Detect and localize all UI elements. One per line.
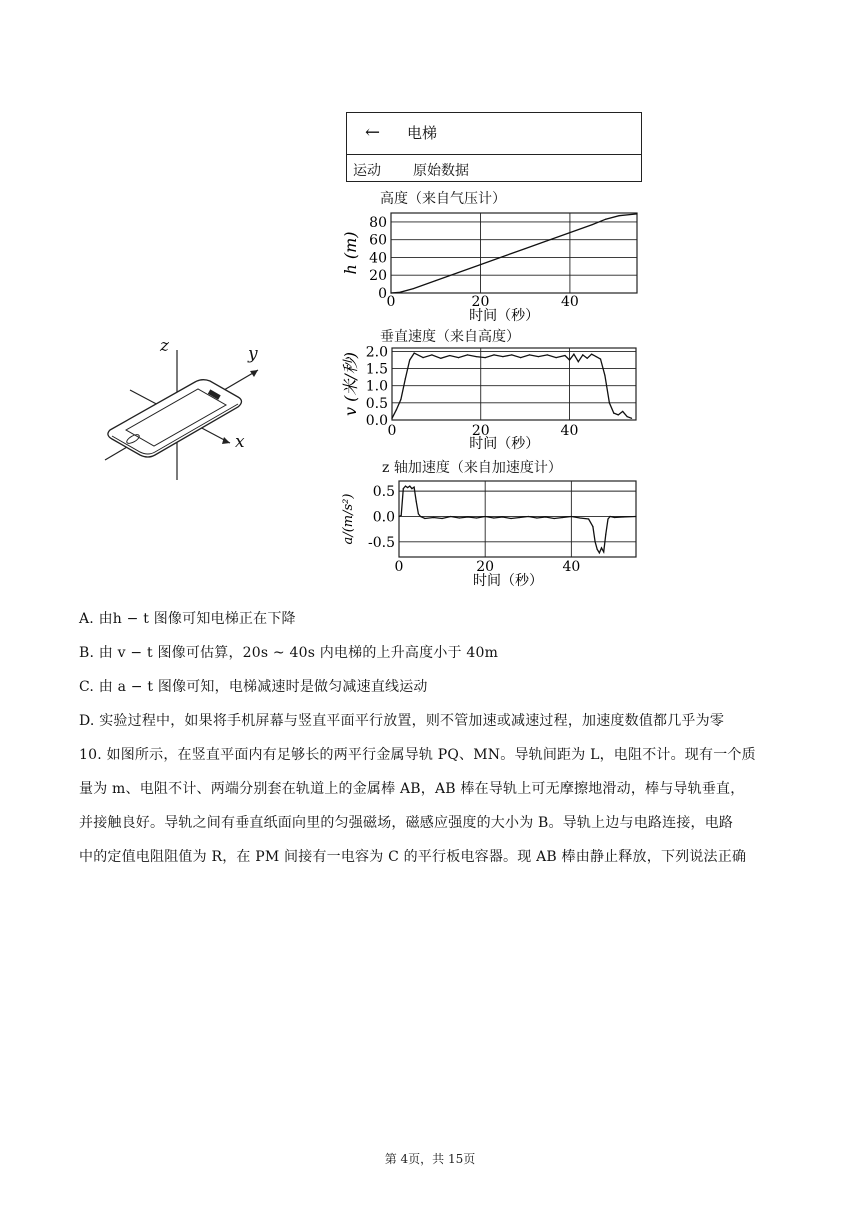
data-point (450, 516, 451, 517)
y-tick-label: 0 (378, 286, 387, 302)
data-point (391, 418, 392, 419)
data-point (398, 516, 399, 517)
data-point (622, 411, 623, 412)
data-point (601, 547, 602, 548)
data-point (433, 517, 434, 518)
data-point (591, 354, 592, 355)
data-point (529, 354, 530, 355)
option-c: C. 由 a − t 图像可知，电梯减速时是做匀减速直线运动 (79, 679, 428, 695)
data-point (569, 232, 570, 233)
y-tick-label: 1.0 (365, 378, 388, 395)
mode-label: 运动 (353, 163, 381, 179)
x-tick-label: 0 (387, 423, 397, 439)
height-chart (336, 205, 646, 330)
data-point (613, 413, 614, 414)
data-point (605, 219, 606, 220)
data-point (459, 517, 460, 518)
data-point (401, 515, 402, 516)
data-point (525, 248, 526, 249)
data-point (579, 517, 580, 518)
x-tick-label: 40 (560, 423, 579, 439)
raw-data-label: 原始数据 (413, 163, 469, 179)
series-line (391, 214, 637, 293)
data-point (600, 358, 601, 359)
data-point (502, 356, 503, 357)
x-tick-label: 0 (386, 294, 396, 310)
data-point (554, 518, 555, 519)
y-tick-label: 0.5 (365, 395, 388, 412)
y-tick-label: 0.0 (372, 509, 395, 526)
data-point (467, 354, 468, 355)
y-tick-label: 2.0 (365, 344, 388, 361)
data-point (582, 354, 583, 355)
accel-chart-title: z 轴加速度（来自加速度计） (382, 460, 562, 476)
y-tick-label: 0.5 (372, 484, 395, 501)
data-point (556, 357, 557, 358)
data-point (604, 375, 605, 376)
data-point (614, 517, 615, 518)
question10-line1: 10. 如图所示，在竖直平面内有足够长的两平行金属导轨 PQ、MN。导轨间距为 L，电阻不计。现有一个质 (79, 747, 756, 763)
x-tick-label: 0 (394, 559, 404, 575)
data-point (635, 516, 636, 517)
speed-chart (336, 340, 646, 455)
data-point (547, 354, 548, 355)
x-axis-label: 时间（秒） (473, 573, 544, 589)
x-axis-label: 时间（秒） (469, 308, 540, 324)
data-point (396, 409, 397, 410)
data-point (416, 501, 417, 502)
data-point (422, 357, 423, 358)
x-tick-label: 20 (471, 294, 490, 310)
x-tick-label: 20 (476, 559, 495, 575)
data-point (528, 516, 529, 517)
data-point (605, 534, 606, 535)
x-axis-label: 时间（秒） (469, 436, 540, 452)
data-point (400, 399, 401, 400)
accel-chart (336, 473, 646, 591)
data-point (636, 213, 637, 214)
data-point (627, 416, 628, 417)
data-point (595, 356, 596, 357)
axis-x-label: x (235, 432, 245, 452)
data-point (409, 485, 410, 486)
data-point (413, 288, 414, 289)
data-point (424, 518, 425, 519)
data-point (594, 541, 595, 542)
data-point (536, 517, 537, 518)
app-title: 电梯 (407, 124, 438, 142)
data-point (403, 488, 404, 489)
data-point (441, 518, 442, 519)
phone-axes-diagram (100, 335, 270, 485)
option-b: B. 由 v − t 图像可估算，20s ~ 40s 内电梯的上升高度小于 40m (79, 645, 499, 661)
option-a: A. 由h − t 图像可知电梯正在下降 (79, 611, 296, 627)
data-point (413, 486, 414, 487)
series-line (399, 486, 636, 553)
x-tick-label: 40 (562, 559, 581, 575)
data-point (420, 516, 421, 517)
app-title-bar (347, 113, 641, 155)
data-point (476, 517, 477, 518)
data-point (618, 414, 619, 415)
data-point (405, 485, 406, 486)
data-point (592, 526, 593, 527)
data-point (493, 354, 494, 355)
data-point (476, 356, 477, 357)
app-header (346, 112, 642, 182)
data-point (457, 272, 458, 273)
y-axis-label: v (米/秒) (341, 351, 360, 417)
data-point (609, 402, 610, 403)
data-point (619, 215, 620, 216)
data-point (562, 517, 563, 518)
data-point (569, 359, 570, 360)
y-tick-label: 1.5 (365, 361, 388, 378)
data-point (493, 517, 494, 518)
page-footer: 第 4页，共 15页 (384, 1152, 476, 1166)
x-tick-label: 20 (471, 423, 490, 439)
axis-y-label: y (248, 344, 258, 364)
x-tick-label: 40 (560, 294, 579, 310)
plot-frame (399, 481, 636, 557)
data-point (510, 518, 511, 519)
data-point (449, 355, 450, 356)
speed-chart-title: 垂直速度（来自高度） (380, 329, 520, 345)
data-point (409, 359, 410, 360)
back-arrow-icon[interactable]: ← (365, 122, 381, 143)
data-point (405, 378, 406, 379)
y-tick-label: 20 (369, 268, 387, 285)
data-point (411, 488, 412, 489)
data-point (587, 358, 588, 359)
data-point (485, 357, 486, 358)
data-point (578, 361, 579, 362)
y-tick-label: 80 (369, 214, 387, 231)
data-point (588, 518, 589, 519)
data-point (390, 292, 391, 293)
y-tick-label: 0.0 (365, 413, 388, 429)
data-point (520, 357, 521, 358)
data-point (458, 357, 459, 358)
data-point (610, 516, 611, 517)
data-point (545, 516, 546, 517)
data-point (573, 354, 574, 355)
option-d: D. 实验过程中，如果将手机屏幕与竖直平面平行放置，则不管加速或减速过程，加速度数值都几乎为零 (79, 713, 725, 729)
question10-line2: 量为 m、电阻不计、两端分别套在轨道上的金属棒 AB，AB 棒在导轨上可无摩擦地滑动，棒与导轨垂直， (79, 781, 745, 797)
data-point (538, 356, 539, 357)
question10-line3: 并接触良好。导轨之间有垂直纸面向里的匀强磁场，磁感应强度的大小为 B。导轨上边与电路连接，电路 (79, 815, 734, 831)
data-point (407, 487, 408, 488)
data-point (431, 354, 432, 355)
data-point (467, 516, 468, 517)
data-point (440, 358, 441, 359)
y-tick-label: -0.5 (368, 534, 395, 551)
data-point (622, 516, 623, 517)
data-point (547, 240, 548, 241)
data-point (592, 224, 593, 225)
question10-line4: 中的定值电阻阻值为 R，在 PM 间接有一电容为 C 的平行板电容器。现 AB 棒由静止释放，下列说法正确 (79, 849, 747, 865)
y-tick-label: 40 (369, 250, 387, 267)
y-axis-label: a/(m/s²) (341, 493, 356, 545)
y-tick-label: 60 (369, 232, 387, 249)
data-point (511, 354, 512, 355)
data-point (597, 549, 598, 550)
data-point (502, 256, 503, 257)
data-point (399, 292, 400, 293)
data-point (418, 513, 419, 514)
data-point (485, 516, 486, 517)
data-point (564, 355, 565, 356)
y-axis-label: h (m) (341, 231, 360, 275)
data-point (603, 551, 604, 552)
data-point (607, 518, 608, 519)
data-point (502, 516, 503, 517)
data-point (571, 516, 572, 517)
data-point (480, 264, 481, 265)
data-point (631, 418, 632, 419)
data-point (599, 552, 600, 553)
data-point (435, 280, 436, 281)
data-point (414, 353, 415, 354)
axis-z-label: z (160, 336, 169, 356)
data-point (519, 517, 520, 518)
height-chart-title: 高度（来自气压计） (380, 191, 506, 207)
